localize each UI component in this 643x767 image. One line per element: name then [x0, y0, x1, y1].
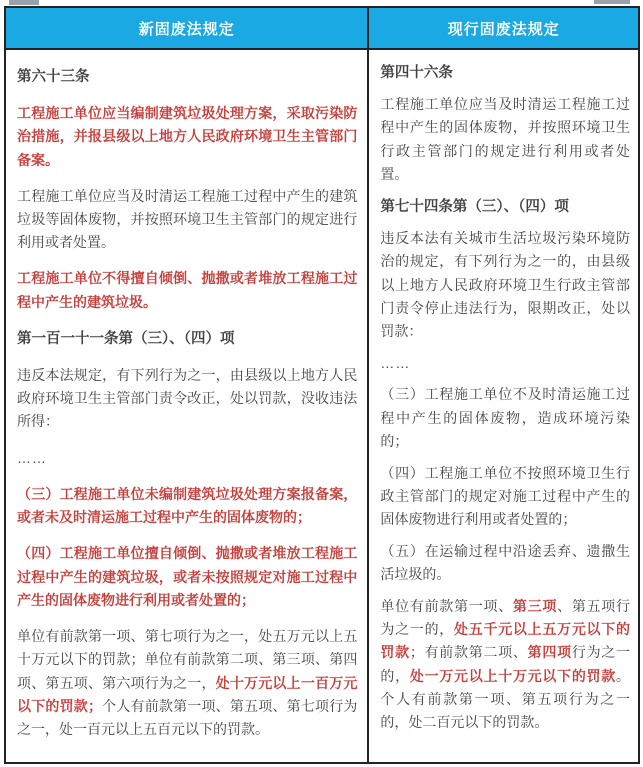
- current-law-cell: [369, 50, 638, 762]
- text-segment: ……: [17, 449, 47, 466]
- text-segment: 第四十六条: [380, 64, 453, 81]
- header-current-law: 现行固废法规定: [369, 8, 638, 48]
- highlighted-text-segment: 工程施工单位不得擅自倾倒、抛撒或者堆放工程施工过程中产生的建筑垃圾。: [17, 270, 358, 310]
- text-segment: 。个人有前款第一项、第五项行为之一的，处二百元以下的罚款。: [380, 667, 631, 731]
- comparison-table: [4, 6, 640, 764]
- article-heading: [17, 65, 357, 89]
- text-segment: 违反本法有关城市生活垃圾污染环境防治的规定，有下列行为之一的，由县级以上地方人民政府环境卫生行政主管部门责令停止违法行为，限期改正，处以罚款：: [380, 230, 630, 339]
- text-segment: ……: [380, 354, 411, 371]
- ellipsis-line: [17, 447, 357, 470]
- text-segment: 第七十四条第（三）、（四）项: [380, 198, 569, 215]
- highlighted-text-segment: （四）工程施工单位擅自倾倒、抛撒或者堆放工程施工过程中产生的建筑垃圾，或者未按照规定对施工过程中产生的固体废物进行利用或者处置的；: [17, 545, 358, 608]
- text-segment: 单位有前款第一项、第七项行为之一，处五万元以上五十万元以下的罚款；单位有前款第二项、第三项、第四项、第五项、第六项行为之一，: [17, 628, 358, 691]
- text-segment: （五）在运输过程中沿途丢弃、遗撒生活垃圾的。: [380, 542, 630, 583]
- highlighted-text-segment: （三）工程施工单位未编制建筑垃圾处理方案报备案，或者未及时清运施工过程中产生的固体废物的；: [17, 485, 358, 526]
- page-edge-artifact-right: [594, 0, 630, 4]
- text-segment: ；有前款第二项、: [409, 644, 528, 661]
- table-body-row: [6, 50, 638, 762]
- law-paragraph: [17, 102, 357, 172]
- text-segment: 工程施工单位应当及时清运工程施工过程中产生的固体废物，并按照环境卫生行政主管部门的规定进行利用或者处置。: [380, 96, 630, 182]
- text-segment: 、第五项行为之一的，: [380, 597, 631, 638]
- header-new-law: 新固废法规定: [6, 8, 369, 48]
- law-paragraph: [17, 364, 357, 434]
- text-segment: 行为之一的，: [380, 644, 631, 684]
- text-segment: 工程施工单位应当及时清运工程施工过程中产生的建筑垃圾等固体废物，并按照环境卫生主管部门的规定进行利用或者处置。: [17, 187, 358, 251]
- ellipsis-line: [380, 352, 630, 375]
- highlighted-text-segment: 处十万元以上一百万元以下的罚款；: [17, 674, 358, 714]
- law-paragraph: [380, 383, 630, 453]
- law-paragraph: [17, 483, 357, 529]
- highlighted-text-segment: 处一万元以上十万元以下的罚款: [409, 667, 617, 684]
- highlighted-text-segment: 第三项: [512, 597, 558, 614]
- law-paragraph: [380, 462, 630, 532]
- law-paragraph: [380, 540, 630, 586]
- law-paragraph: [17, 185, 357, 255]
- text-segment: 个人有前款第一项、第五项、第七项行为之一，处一百元以上五百元以下的罚款。: [17, 697, 358, 738]
- highlighted-text-segment: 第四项: [527, 644, 572, 661]
- text-segment: 单位有前款第一项、: [380, 597, 513, 614]
- law-paragraph: [17, 625, 357, 741]
- article-heading: [17, 327, 357, 351]
- text-segment: 第一百一十一条第（三）、（四）项: [17, 330, 235, 347]
- text-segment: （四）工程施工单位不按照环境卫生行政主管部门的规定对施工过程中产生的固体废物进行利用或者处置的；: [380, 464, 630, 528]
- law-paragraph: [380, 93, 630, 186]
- highlighted-text-segment: 处五千元以上五万元以下的罚款: [380, 621, 631, 661]
- law-paragraph: [17, 542, 357, 612]
- text-segment: （三）工程施工单位不及时清运施工过程中产生的固体废物，造成环境污染的；: [380, 386, 630, 449]
- law-paragraph: [380, 227, 630, 343]
- new-law-cell: [6, 50, 369, 762]
- law-paragraph: [17, 267, 357, 313]
- article-heading: [380, 61, 630, 85]
- text-segment: 违反本法规定，有下列行为之一，由县级以上地方人民政府环境卫生主管部门责令改正，处以罚款，没收违法所得：: [17, 367, 358, 430]
- article-heading: [380, 195, 630, 219]
- highlighted-text-segment: 工程施工单位应当编制建筑垃圾处理方案，采取污染防治措施，并报县级以上地方人民政府环境卫生主管部门备案。: [17, 105, 358, 168]
- page-edge-artifact-left: [9, 0, 39, 5]
- table-header-row: [6, 8, 638, 50]
- text-segment: 第六十三条: [17, 69, 90, 85]
- law-paragraph: [380, 595, 630, 734]
